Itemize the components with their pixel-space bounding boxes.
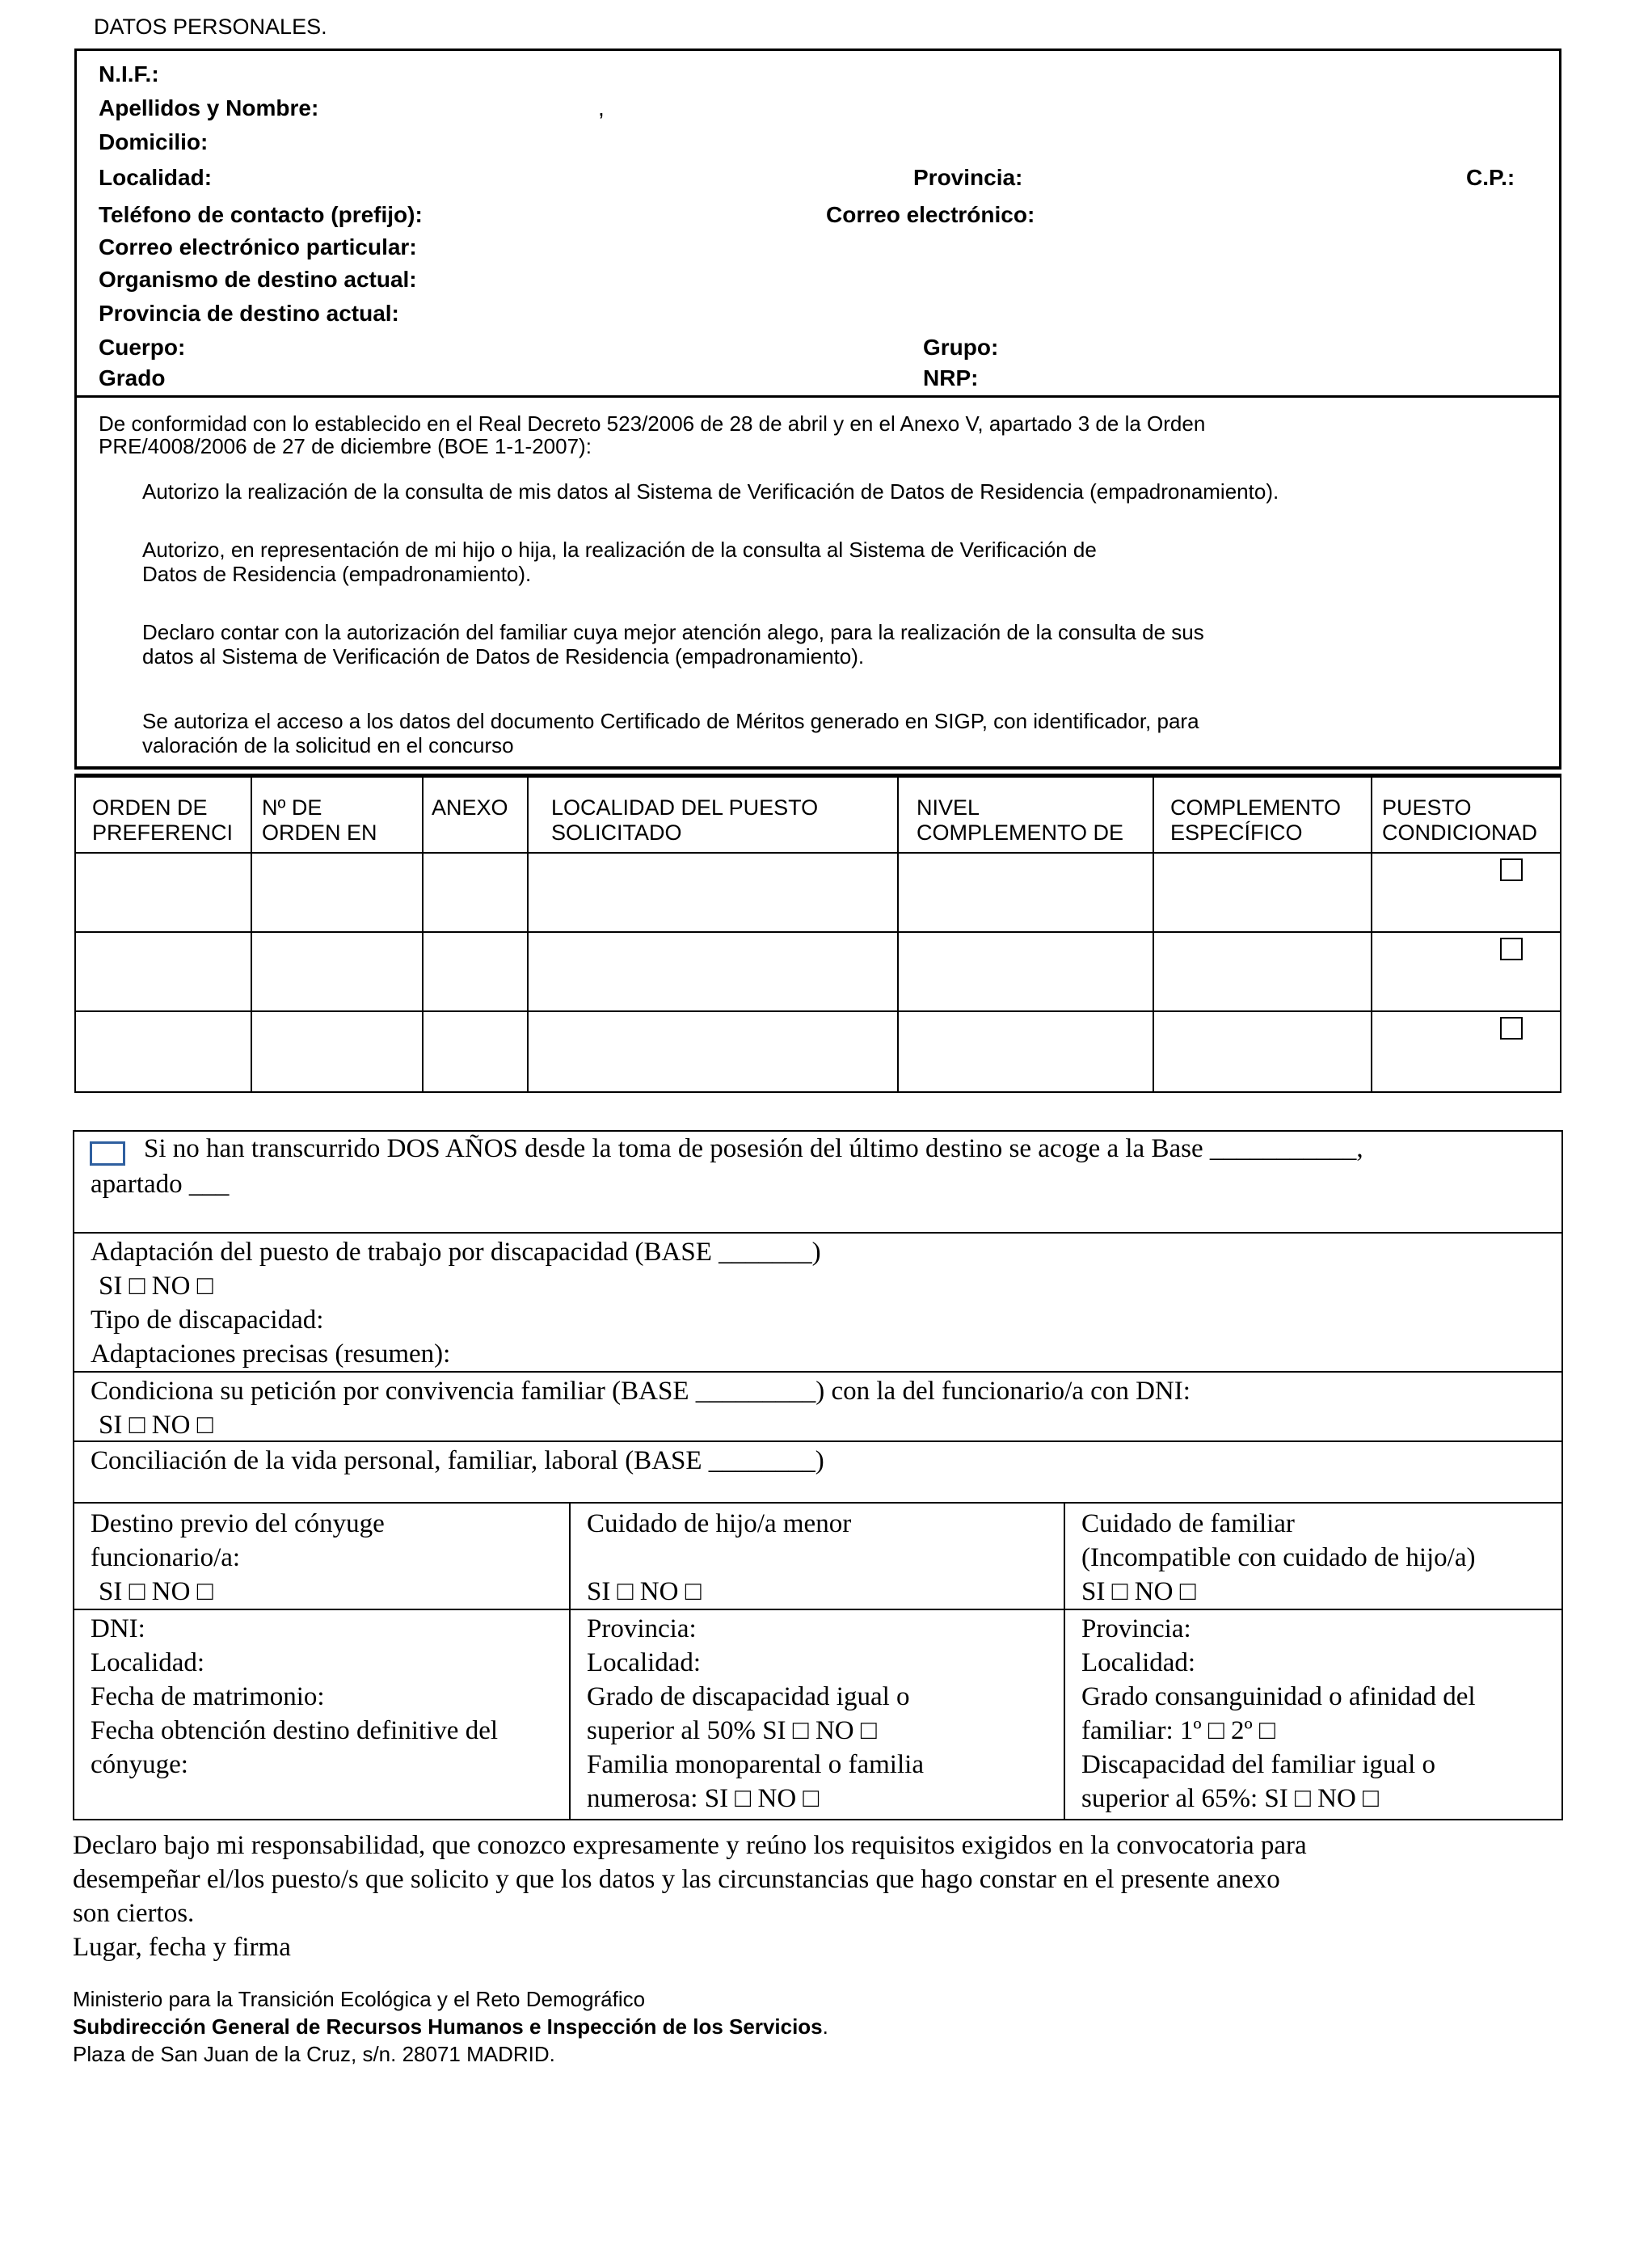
col1-fecha-obtencion-2: cónyuge: [91,1750,188,1779]
adaptaciones-precisas: Adaptaciones precisas (resumen): [91,1339,451,1369]
conditions-col-divider [569,1502,571,1820]
convivencia-line: Condiciona su petición por convivencia familiar (BASE _________) con la del funcionario/a con DNI: [91,1377,1191,1406]
conditions-rule [73,1609,1563,1610]
table-col-divider [422,776,424,1093]
name-comma: , [598,95,605,120]
localidad-label: Localidad: [99,165,213,190]
dos-anos-line2: apartado ___ [91,1170,230,1199]
conditions-rule [73,1502,1563,1504]
cp-label: C.P.: [1466,165,1515,190]
header-localidad-puesto: LOCALIDAD DEL PUESTO SOLICITADO [551,795,819,845]
col1-dni: DNI: [91,1614,145,1643]
grupo-label: Grupo: [923,335,999,360]
conditions-rule [73,1440,1563,1442]
nrp-label: NRP: [923,365,979,390]
condicionado-checkbox-row3[interactable] [1500,1017,1523,1040]
header-orden-preferencia: ORDEN DE PREFERENCI [92,795,234,845]
col3-title: Cuidado de familiar [1081,1509,1295,1538]
col3-discapacidad-2[interactable]: superior al 65%: SI □ NO □ [1081,1784,1379,1813]
consent-p4-line1: Se autoriza el acceso a los datos del documento Certificado de Méritos generado en SIGP, con identificador, para [142,709,1199,733]
conciliacion-line: Conciliación de la vida personal, familiar, laboral (BASE ________) [91,1446,824,1475]
footer-subdirection: Subdirección General de Recursos Humanos e Inspección de los Servicios. [73,2014,828,2039]
col3-localidad: Localidad: [1081,1648,1196,1677]
col2-localidad: Localidad: [587,1648,702,1677]
tipo-discapacidad: Tipo de discapacidad: [91,1305,324,1335]
conditions-rule [73,1232,1563,1234]
col3-discapacidad-1: Discapacidad del familiar igual o [1081,1750,1435,1779]
dos-anos-line1: Si no han transcurrido DOS AÑOS desde la toma de posesión del último destino se acoge a la Base ___________, [144,1134,1363,1163]
col3-grado-1: Grado consanguinidad o afinidad del [1081,1682,1476,1711]
provincia-destino-label: Provincia de destino actual: [99,301,399,326]
correo-particular-label: Correo electrónico particular: [99,234,417,259]
table-row-rule [74,1010,1561,1012]
col2-title: Cuidado de hijo/a menor [587,1509,852,1538]
consent-p4-line2: valoración de la solicitud en el concurso [142,733,514,757]
correo-label: Correo electrónico: [826,202,1035,227]
header-anexo: ANEXO [432,795,508,820]
col2-si-no[interactable]: SI □ NO □ [587,1577,702,1606]
organismo-label: Organismo de destino actual: [99,267,417,292]
apellidos-label: Apellidos y Nombre: [99,95,319,120]
condicionado-checkbox-row2[interactable] [1500,938,1523,960]
header-complemento-especifico: COMPLEMENTO ESPECÍFICO [1170,795,1342,845]
col3-provincia: Provincia: [1081,1614,1191,1643]
double-separator-top [74,766,1561,770]
conditions-col-divider [1064,1502,1065,1820]
lugar-fecha-firma: Lugar, fecha y firma [73,1933,291,1962]
consent-p2-line2: Datos de Residencia (empadronamiento). [142,562,532,586]
col1-localidad: Localidad: [91,1648,205,1677]
consent-p1: Autorizo la realización de la consulta de mis datos al Sistema de Verificación de Datos de Residencia (empadronamiento). [142,479,1279,504]
footer-ministry: Ministerio para la Transición Ecológica y el Reto Demográfico [73,1987,646,2011]
telefono-label: Teléfono de contacto (prefijo): [99,202,423,227]
declaration-line3: son ciertos. [73,1899,195,1928]
declaration-line2: desempeñar el/los puesto/s que solicito y que los datos y las circunstancias que hago constar en el presente anexo [73,1865,1280,1894]
convivencia-si-no[interactable]: SI □ NO □ [99,1411,213,1440]
col2-familia-2[interactable]: numerosa: SI □ NO □ [587,1784,820,1813]
table-col-divider [527,776,529,1093]
section-title: DATOS PERSONALES. [94,15,327,39]
table-col-divider [1153,776,1154,1093]
table-col-divider [897,776,899,1093]
consent-intro-1: De conformidad con lo establecido en el Real Decreto 523/2006 de 28 de abril y en el Anexo V, apartado 3 de la Orden [99,411,1206,436]
footer-address: Plaza de San Juan de la Cruz, s/n. 28071 MADRID. [73,2042,555,2066]
adaptacion-line: Adaptación del puesto de trabajo por discapacidad (BASE _______) [91,1238,821,1267]
domicilio-label: Domicilio: [99,129,209,154]
provincia-label: Provincia: [913,165,1023,190]
conditions-rule [73,1371,1563,1373]
declaration-line1: Declaro bajo mi responsabilidad, que conozco expresamente y reúno los requisitos exigidos en la convocatoria para [73,1831,1307,1860]
table-col-divider [251,776,252,1093]
grado-label: Grado [99,365,166,390]
header-nivel-complemento: NIVEL COMPLEMENTO DE [917,795,1124,845]
col3-grado-2[interactable]: familiar: 1º □ 2º □ [1081,1716,1275,1745]
col2-familia-1: Familia monoparental o familia [587,1750,924,1779]
col2-provincia: Provincia: [587,1614,697,1643]
header-orden-anexo: Nº DE ORDEN EN [262,795,377,845]
consent-p3-line1: Declaro contar con la autorización del familiar cuya mejor atención alego, para la realización de la consulta de sus [142,620,1204,644]
col1-title: Destino previo del cónyuge [91,1509,385,1538]
cuerpo-label: Cuerpo: [99,335,186,360]
col3-subtitle: (Incompatible con cuidado de hijo/a) [1081,1543,1476,1572]
consent-intro-2: PRE/4008/2006 de 27 de diciembre (BOE 1-1-2007): [99,434,592,458]
col3-si-no[interactable]: SI □ NO □ [1081,1577,1196,1606]
col1-subtitle: funcionario/a: [91,1543,241,1572]
consent-p2-line1: Autorizo, en representación de mi hijo o hija, la realización de la consulta al Sistema de Verificación de [142,538,1097,562]
col1-fecha-obtencion-1: Fecha obtención destino definitive del [91,1716,499,1745]
consent-p3-line2: datos al Sistema de Verificación de Datos de Residencia (empadronamiento). [142,644,865,669]
col2-grado-2[interactable]: superior al 50% SI □ NO □ [587,1716,877,1745]
col1-fecha-matrimonio: Fecha de matrimonio: [91,1682,325,1711]
nif-label: N.I.F.: [99,61,159,86]
adaptacion-si-no[interactable]: SI □ NO □ [99,1272,213,1301]
header-puesto-condicionado: PUESTO CONDICIONAD [1382,795,1538,845]
table-row-rule [74,931,1561,933]
col2-grado-1: Grado de discapacidad igual o [587,1682,910,1711]
condicionado-checkbox-row1[interactable] [1500,858,1523,881]
col1-si-no[interactable]: SI □ NO □ [99,1577,213,1606]
table-col-divider [1371,776,1372,1093]
dos-anos-checkbox[interactable] [90,1141,125,1166]
